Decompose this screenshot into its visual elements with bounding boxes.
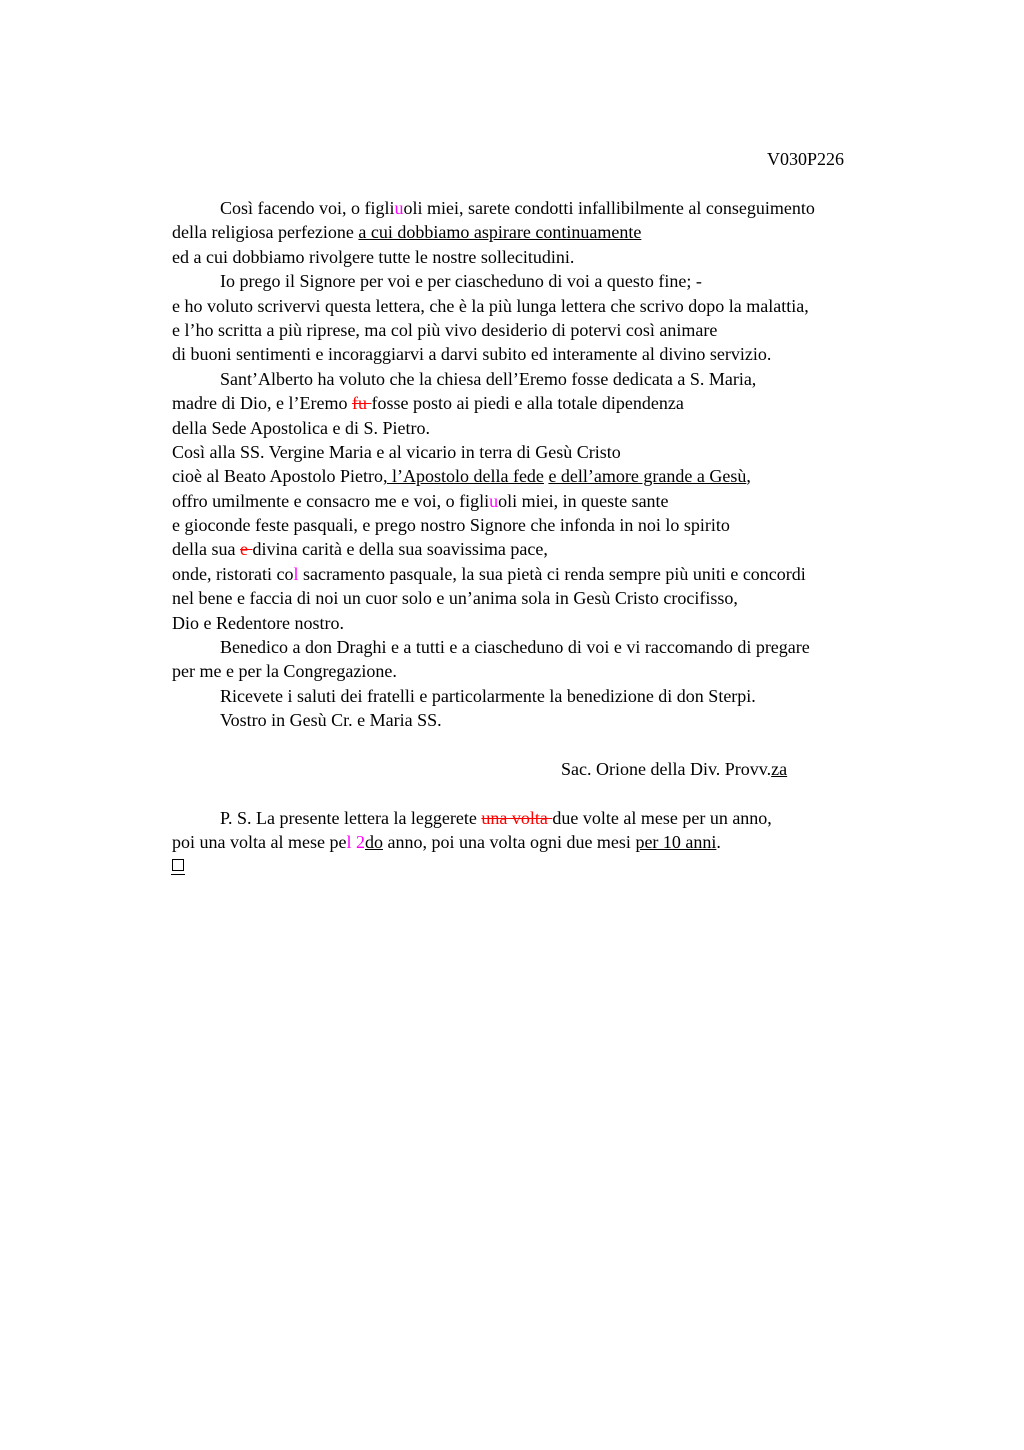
- end-marker-line: [172, 855, 932, 879]
- deleted-text: una volta: [481, 807, 553, 828]
- letter-body: [172, 196, 932, 879]
- paragraph-line: della sua e divina carità e della sua soavissima pace,: [172, 539, 548, 560]
- paragraph-line: e l’ho scritta a più riprese, ma col più vivo desiderio di potervi così animare: [172, 319, 718, 340]
- paragraph-line: Io prego il Signore per voi e per ciascheduno di voi a questo fine; -: [220, 271, 702, 292]
- paragraph-line: cioè al Beato Apostolo Pietro, l’Apostolo della fede e dell’amore grande a Gesù,: [172, 466, 751, 487]
- underlined-text: per 10 anni: [635, 832, 717, 853]
- paragraph-line: Così facendo voi, o figliuoli miei, sarete condotti infallibilmente al conseguimento: [220, 198, 815, 218]
- paragraph-line: Così alla SS. Vergine Maria e al vicario in terra di Gesù Cristo: [172, 441, 621, 462]
- paragraph-line: Ricevete i saluti dei fratelli e particolarmente la benedizione di don Sterpi.: [220, 685, 756, 706]
- signature: Sac. Orione della Div. Provv.za: [561, 758, 788, 779]
- paragraph-line: della Sede Apostolica e di S. Pietro.: [172, 417, 430, 438]
- inserted-text: u: [394, 198, 404, 218]
- spacer: [172, 733, 932, 757]
- underlined-text: do: [364, 832, 383, 853]
- deleted-text: e: [239, 539, 253, 560]
- paragraph-line: madre di Dio, e l’Eremo fu fosse posto ai piedi e alla totale dipendenza: [172, 393, 684, 414]
- inserted-text: l: [346, 832, 352, 853]
- paragraph-line: Sant’Alberto ha voluto che la chiesa dell’Eremo fosse dedicata a S. Maria,: [220, 368, 757, 389]
- deleted-text: fu: [351, 393, 372, 414]
- paragraph-line: nel bene e faccia di noi un cuor solo e un’anima sola in Gesù Cristo crocifisso,: [172, 588, 738, 609]
- inserted-text: u: [489, 490, 499, 511]
- underlined-text: za: [771, 758, 788, 779]
- paragraph-line: di buoni sentimenti e incoraggiarvi a darvi subito ed interamente al divino servizio.: [172, 344, 772, 365]
- paragraph-line: ed a cui dobbiamo rivolgere tutte le nostre sollecitudini.: [172, 246, 575, 267]
- paragraph-line: Dio e Redentore nostro.: [172, 612, 344, 633]
- spacer: [172, 781, 932, 805]
- inserted-text: 2: [355, 832, 365, 853]
- underlined-text: e dell’amore grande a Gesù: [548, 466, 747, 487]
- underlined-text: , l’Apostolo della fede: [382, 466, 544, 487]
- paragraph-line: e ho voluto scrivervi questa lettera, che è la più lunga lettera che scrivo dopo la malattia,: [172, 295, 809, 316]
- paragraph-line: della religiosa perfezione a cui dobbiamo aspirare continuamente: [172, 222, 642, 243]
- paragraph-line: e gioconde feste pasquali, e prego nostro Signore che infonda in noi lo spirito: [172, 515, 730, 536]
- document-id: V030P226: [766, 149, 844, 169]
- paragraph-line: onde, ristorati col sacramento pasquale, la sua pietà ci renda sempre più uniti e concordi: [172, 563, 806, 584]
- postscript-line: P. S. La presente lettera la leggerete una volta due volte al mese per un anno,: [220, 807, 772, 828]
- paragraph-line: per me e per la Congregazione.: [172, 661, 397, 682]
- postscript-line: poi una volta al mese pel 2do anno, poi una volta ogni due mesi per 10 anni.: [172, 832, 721, 853]
- underlined-text: a cui dobbiamo aspirare continuamente: [358, 222, 642, 243]
- empty-box-icon: [172, 859, 184, 871]
- paragraph-line: Benedico a don Draghi e a tutti e a ciascheduno di voi e vi raccomando di pregare: [220, 637, 810, 658]
- paragraph-line: offro umilmente e consacro me e voi, o figliuoli miei, in queste sante: [172, 490, 669, 511]
- closing-line: Vostro in Gesù Cr. e Maria SS.: [220, 710, 442, 731]
- inserted-text: l: [293, 563, 299, 584]
